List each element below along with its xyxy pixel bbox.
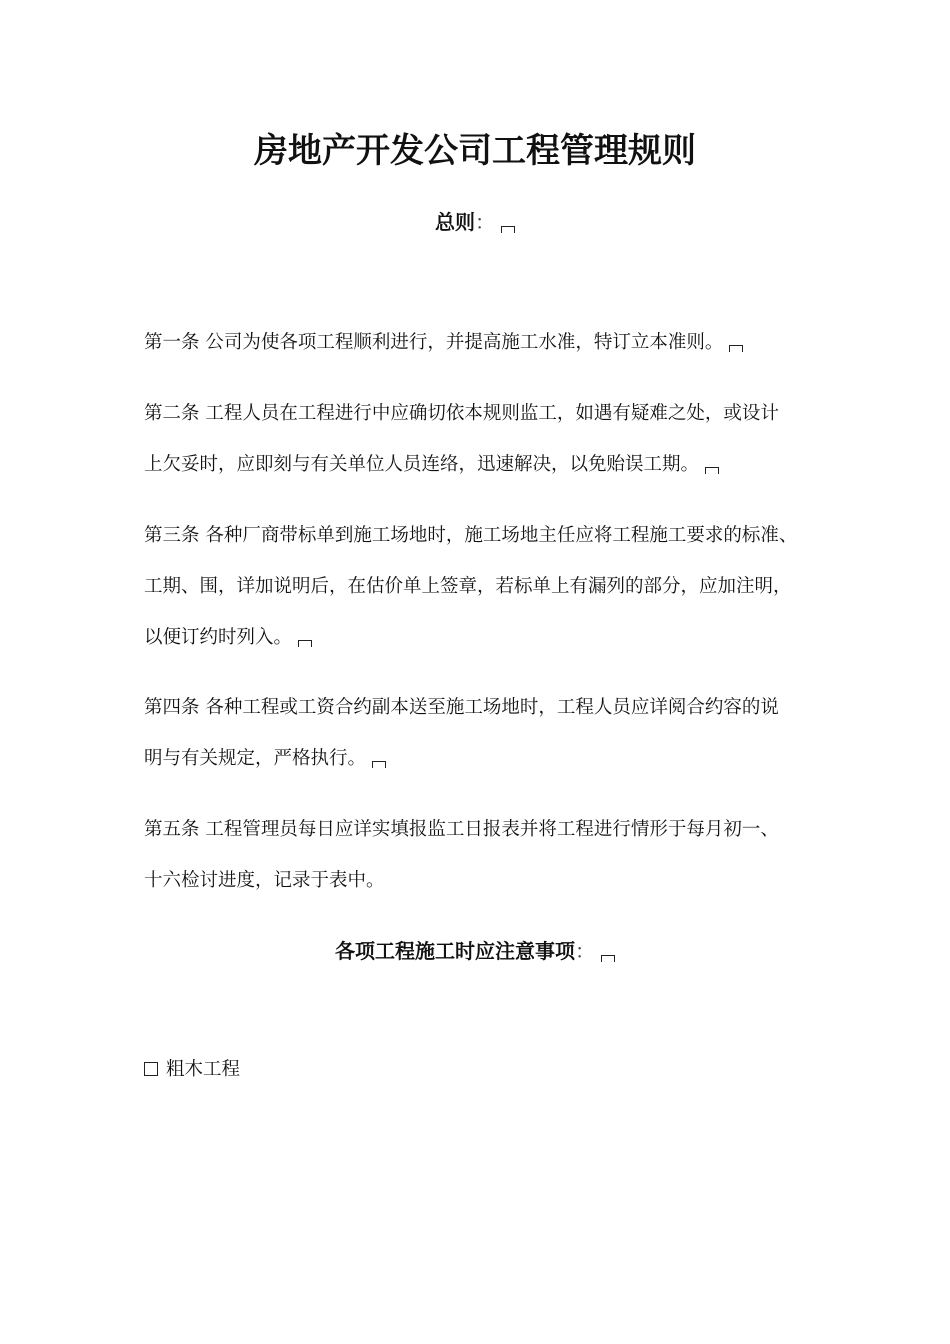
article-5-line-1: 第五条 工程管理员每日应详实填报监工日报表并将工程进行情形于每月初一、 xyxy=(144,819,779,840)
article-4-line-1: 第四条 各种工程或工资合约副本送至施工场地时，工程人员应详阅合约容的说 xyxy=(144,697,779,718)
notes-heading-text: 各项工程施工时应注意事项 xyxy=(335,939,575,963)
paragraph-mark-icon xyxy=(729,345,743,352)
article-2 xyxy=(144,388,816,490)
article-3 xyxy=(144,510,816,663)
checkbox-item-rough-carpentry xyxy=(144,1055,240,1085)
notes-heading xyxy=(0,936,950,966)
checkbox-item-label: 粗木工程 xyxy=(166,1059,241,1080)
article-4 xyxy=(144,682,816,784)
paragraph-mark-icon xyxy=(601,955,615,962)
paragraph-mark-icon xyxy=(705,467,719,474)
article-4-line-2: 明与有关规定，严格执行。 xyxy=(144,733,816,784)
document-title: 房地产开发公司工程管理规则 xyxy=(254,131,696,171)
article-3-line-2: 工期、围，详加说明后，在估价单上签章，若标单上有漏列的部分，应加注明， xyxy=(144,576,792,597)
article-5-line-2: 十六检讨进度，记录于表中。 xyxy=(144,870,385,891)
article-2-line-2: 上欠妥时，应即刻与有关单位人员连络，迅速解决，以免贻误工期。 xyxy=(144,439,816,490)
paragraph-mark-icon xyxy=(501,226,515,233)
article-1 xyxy=(144,317,816,368)
general-heading xyxy=(0,207,950,237)
article-1-line-1: 第一条 公司为使各项工程顺利进行，并提高施工水准，特订立本准则。 xyxy=(144,317,816,368)
general-heading-text: 总则 xyxy=(435,210,475,234)
checkbox-icon xyxy=(144,1062,158,1076)
article-3-line-3: 以便订约时列入。 xyxy=(144,612,816,663)
general-heading-colon: ： xyxy=(475,210,495,234)
article-3-line-1: 第三条 各种厂商带标单到施工场地时，施工场地主任应将工程施工要求的标准、 xyxy=(144,525,798,546)
paragraph-mark-icon xyxy=(372,761,386,768)
article-5 xyxy=(144,804,816,906)
article-2-line-1: 第二条 工程人员在工程进行中应确切依本规则监工，如遇有疑难之处，或设计 xyxy=(144,403,779,424)
paragraph-mark-icon xyxy=(298,640,312,647)
notes-heading-colon: ： xyxy=(575,939,595,963)
